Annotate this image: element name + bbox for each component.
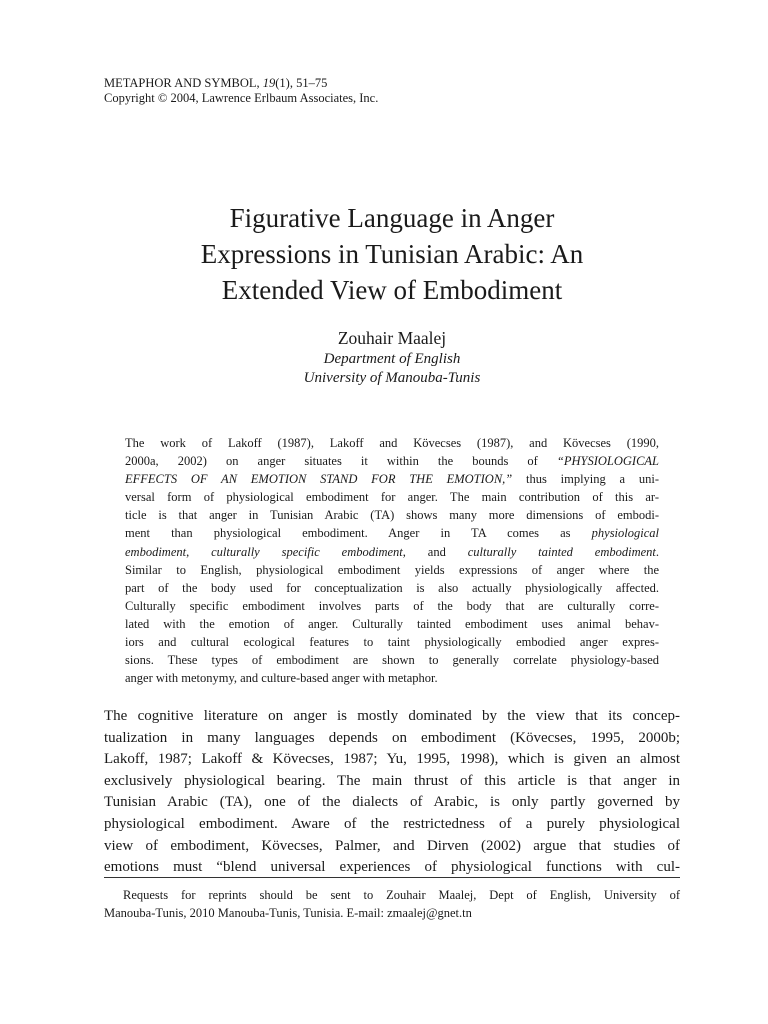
body-line: The cognitive literature on anger is mostly dominated by the view that its concep- [104,708,680,724]
abstract-line: The work of Lakoff (1987), Lakoff and Kövecses (1987), and Kövecses (1990, [125,436,659,450]
title-line: Extended View of Embodiment [221,275,563,305]
abstract-line: Similar to English, physiological embodiment yields expressions of anger where the [125,562,659,577]
author-department: Department of English [323,351,461,367]
journal-header [104,76,378,106]
journal-citation: METAPHOR AND SYMBOL, 19(1), 51–75 [104,76,328,90]
copyright-line: Copyright © 2004, Lawrence Erlbaum Associates, Inc. [104,91,379,105]
body-line: Tunisian Arabic (TA), one of the dialects of Arabic, is only partly governed by [104,794,680,811]
article-title [100,200,684,308]
footnote-line: Requests for reprints should be sent to Zouhair Maalej, Dept of English, University of [123,888,680,902]
abstract-line: Culturally specific embodiment involves parts of the body that are culturally corre- [125,598,659,613]
footnote-line: Manouba-Tunis, 2010 Manouba-Tunis, Tunisia. E-mail: zmaalej@gnet.tn [104,906,472,920]
abstract-line: iors and cultural ecological features to taint physiologically embodied anger expres- [125,635,659,650]
abstract-line: versal form of physiological embodiment for anger. The main contribution of this ar- [125,490,659,505]
body-paragraph [104,706,680,879]
abstract-line: embodiment, culturally specific embodiment, and culturally tainted embodiment. [125,544,659,559]
body-line: exclusively physiological bearing. The main thrust of this article is that anger in [104,772,680,789]
title-line: Figurative Language in Anger [229,203,555,233]
author-university: University of Manouba-Tunis [303,370,481,386]
author-name: Zouhair Maalej [337,328,447,348]
abstract-line: anger with metonymy, and culture-based anger with metaphor. [125,671,438,686]
body-line: tualization in many languages depends on embodiment (Kövecses, 1995, 2000b; [104,729,680,746]
abstract [125,434,659,687]
footnote-divider [104,877,680,878]
title-line: Expressions in Tunisian Arabic: An [200,239,584,269]
body-line: emotions must “blend universal experiences of physiological functions with cul- [104,859,680,876]
footnote [104,886,680,922]
abstract-line: EFFECTS OF AN EMOTION STAND FOR THE EMOTION,” thus implying a uni- [125,472,659,487]
author-block [100,326,684,388]
abstract-line: sions. These types of embodiment are shown to generally correlate physiology-based [125,653,659,668]
body-line: physiological embodiment. Aware of the restrictedness of a purely physiological [104,815,680,832]
abstract-line: 2000a, 2002) on anger situates it within the bounds of “PHYSIOLOGICAL [125,454,659,469]
body-line: view of embodiment, Kövecses, Palmer, and Dirven (2002) argue that studies of [104,837,680,854]
abstract-line: ment than physiological embodiment. Anger in TA comes as physiological [125,526,659,541]
abstract-line: part of the body used for conceptualization is also actually physiologically affected. [125,580,659,595]
journal-volume: 19 [262,76,276,90]
body-line: Lakoff, 1987; Lakoff & Kövecses, 1987; Yu, 1995, 1998), which is given an almost [104,751,680,768]
abstract-line: lated with the emotion of anger. Culturally tainted embodiment uses animal behav- [125,616,659,631]
abstract-line: ticle is that anger in Tunisian Arabic (TA) shows many more dimensions of embodi- [125,508,659,523]
